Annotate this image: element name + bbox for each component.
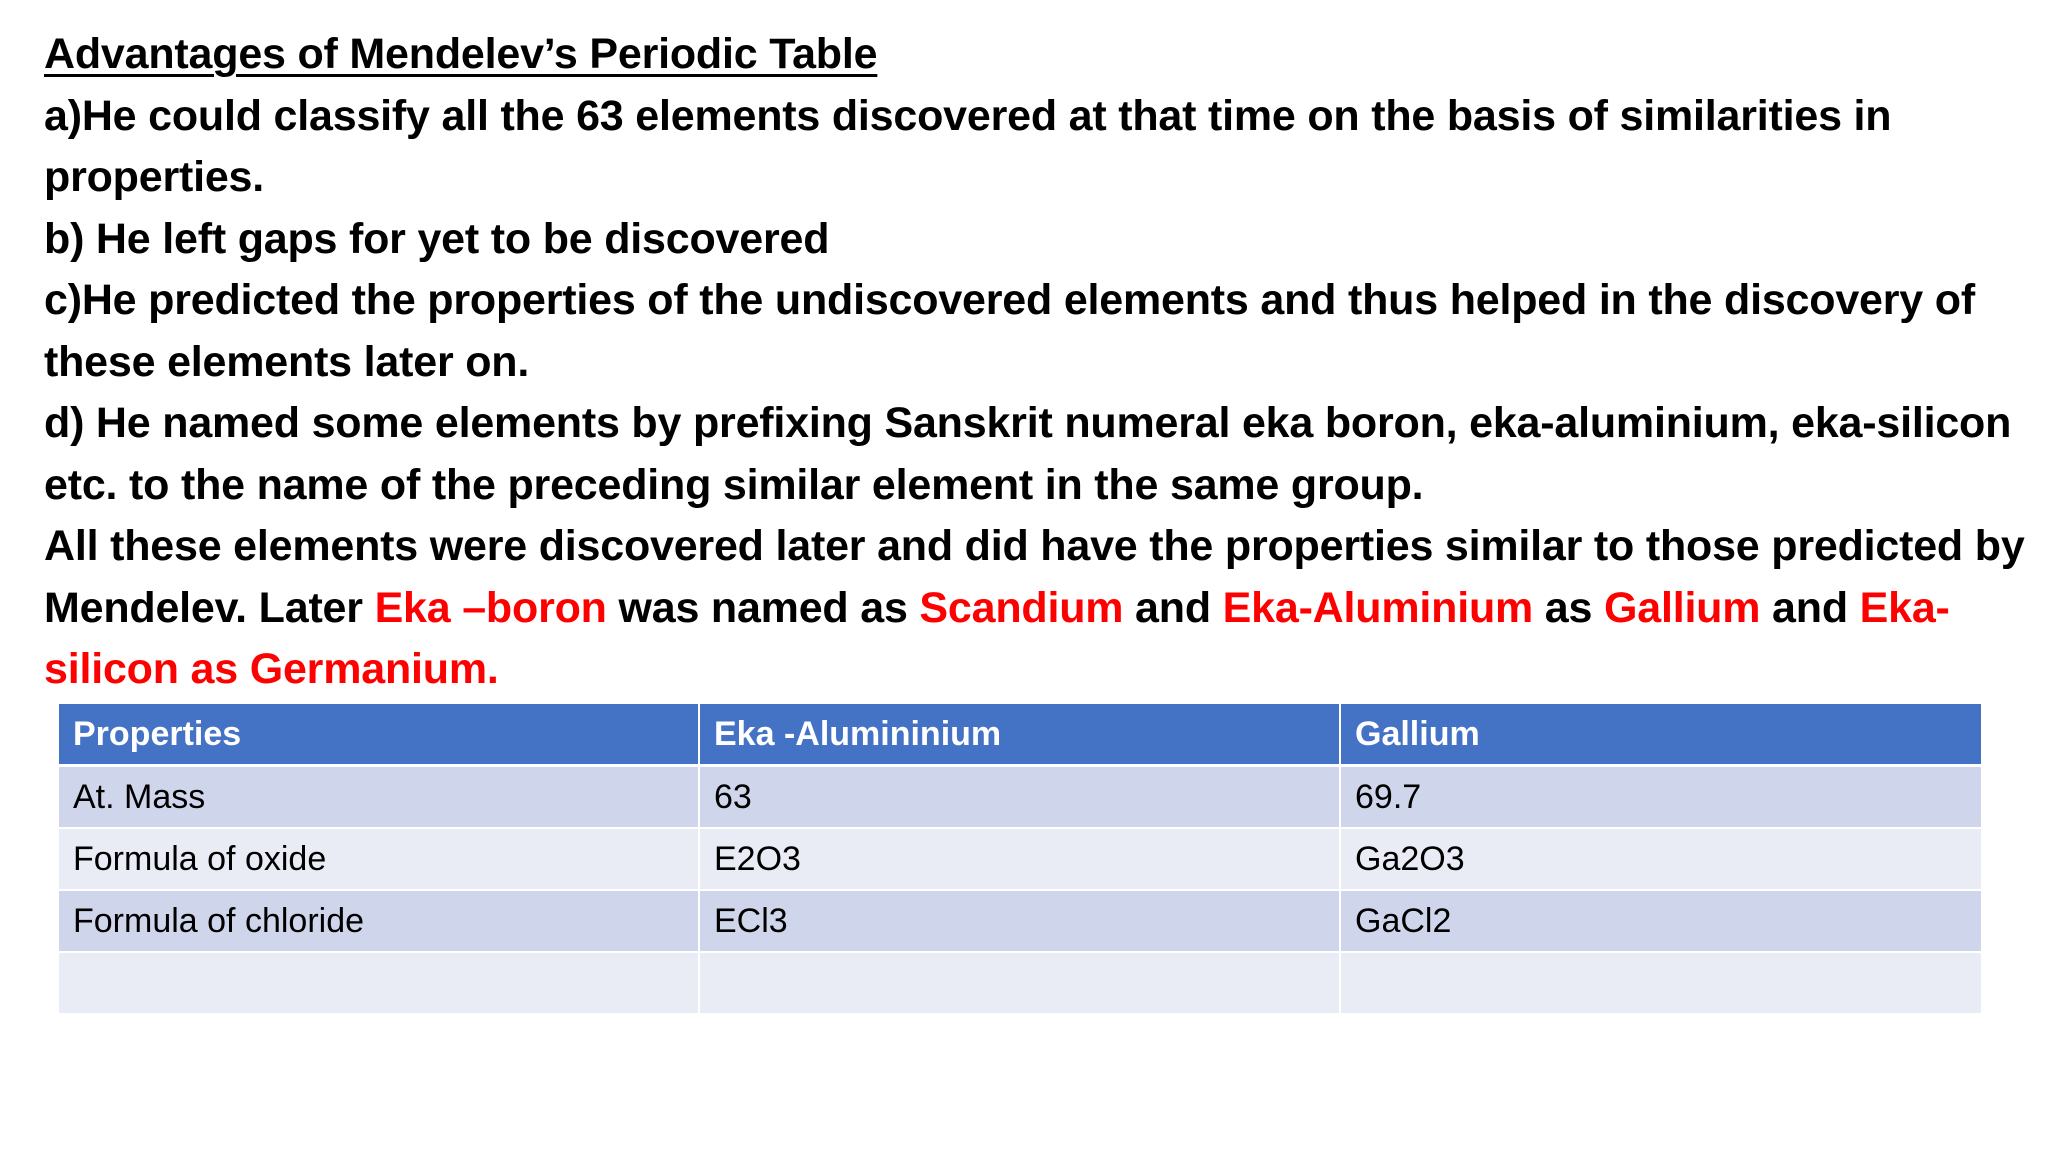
point-d-line-1: d) He named some elements by prefixing Sanskrit numeral eka boron, eka-aluminium, eka-silicon [44,399,2012,447]
table-cell: 63 [699,766,1340,829]
conclusion-line-3: silicon as Germanium. [44,645,499,693]
eka-silicon-highlight-part1: Eka- [1859,583,1950,632]
and-text-2: and [1760,583,1860,632]
header-gallium: Gallium [1340,704,1981,766]
table-row [59,828,1981,890]
table-cell [59,952,699,1014]
table-cell [1340,952,1981,1014]
point-c-line-1: c)He predicted the properties of the undiscovered elements and thus helped in the discovery of [44,276,1975,324]
eka-boron-highlight: Eka –boron [374,583,607,632]
point-a-line-1: a)He could classify all the 63 elements discovered at that time on the basis of similarities in [44,91,1892,140]
table-row [59,952,1981,1014]
table-cell: Formula of chloride [59,890,699,952]
as-text-1: as [1533,583,1604,632]
table-cell: Formula of oxide [59,828,699,890]
table-cell [699,952,1340,1014]
point-c-line-2: these elements later on. [44,337,530,386]
table-cell: E2O3 [699,828,1340,890]
conclusion-prefix: Mendelev. Later [44,583,375,632]
point-d-line-2: etc. to the name of the preceding similar element in the same group. [44,460,1424,509]
header-properties: Properties [59,704,699,766]
conclusion-line-1: All these elements were discovered later and did have the properties similar to those predicted by [44,522,2025,570]
table-header-row [59,704,1981,766]
point-b-line-1: b) He left gaps for yet to be discovered [44,214,830,263]
scandium-highlight: Scandium [919,583,1124,632]
gallium-highlight: Gallium [1603,583,1761,632]
table-cell: ECl3 [699,890,1340,952]
slide-text [44,24,2048,701]
point-a-line-2: properties. [44,153,265,201]
and-text-1: and [1123,583,1223,632]
table-cell: Ga2O3 [1340,828,1981,890]
slide-title: Advantages of Mendelev’s Periodic Table [44,30,878,78]
table-cell: 69.7 [1340,766,1981,829]
table-cell: At. Mass [59,766,699,829]
properties-table [59,704,1981,1015]
table-cell: GaCl2 [1340,890,1981,952]
header-eka-aluminium: Eka -Alumininium [699,704,1340,766]
was-named-as-text: was named as [606,583,920,632]
conclusion-line-2 [44,578,2048,640]
eka-aluminium-highlight: Eka-Aluminium [1222,583,1534,632]
table-row [59,766,1981,829]
table-row [59,890,1981,952]
